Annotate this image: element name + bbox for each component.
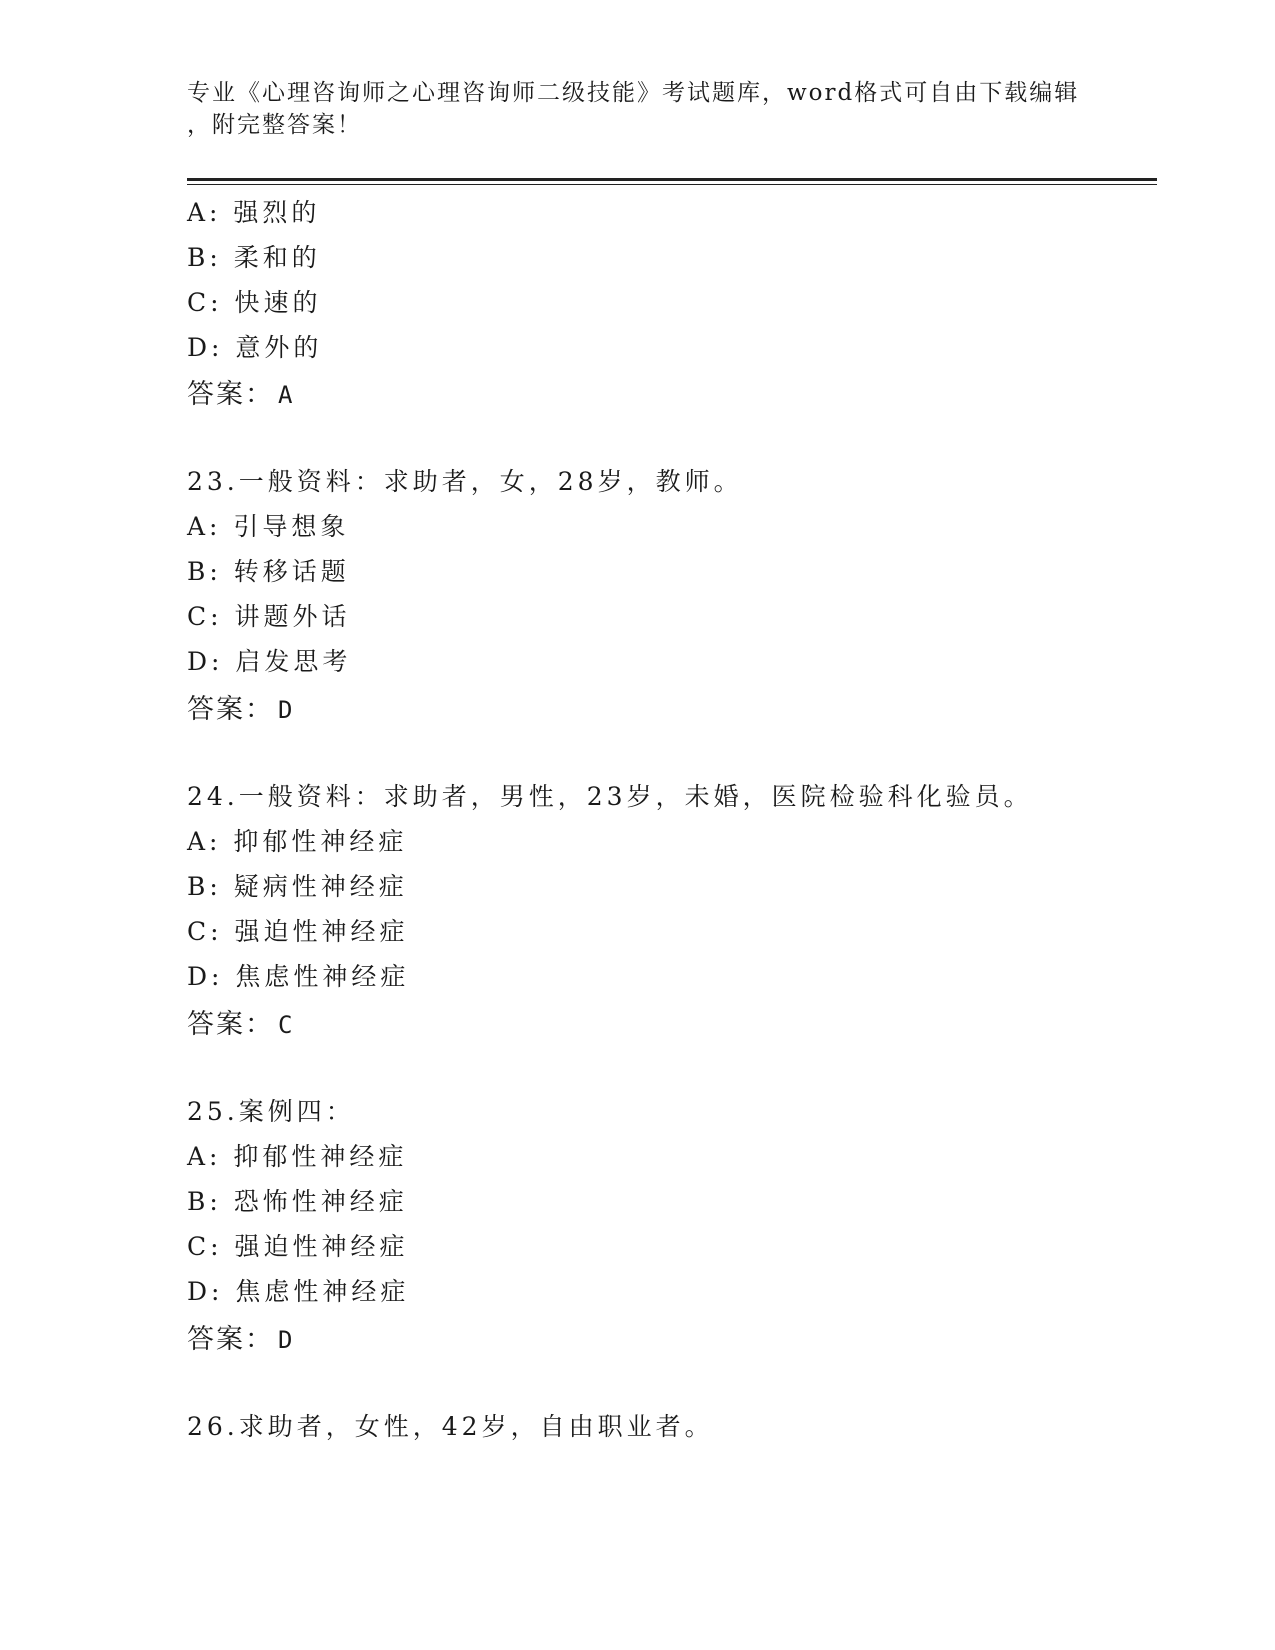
question-text: 25.案例四： (187, 1097, 355, 1126)
answer-label: 答案： (187, 1009, 274, 1040)
question-text: 23.一般资料：求助者，女，28岁，教师。 (187, 467, 743, 496)
option-c: C: 强迫性神经症 (187, 917, 409, 946)
option-a: A: 强烈的 (187, 198, 321, 227)
question-text: 24.一般资料：求助者，男性，23岁，未婚，医院检验科化验员。 (187, 782, 1033, 811)
answer-line (187, 1317, 294, 1356)
answer-value: D (278, 1326, 295, 1354)
header-title-line-2: ，附完整答案！ (187, 112, 362, 138)
question-text: 26.求助者，女性，42岁，自由职业者。 (187, 1412, 714, 1441)
answer-value: D (278, 696, 295, 724)
answer-value: C (278, 1011, 295, 1039)
answer-label: 答案： (187, 694, 274, 725)
answer-line (187, 687, 294, 726)
option-b: B: 柔和的 (187, 243, 321, 272)
option-b: B: 转移话题 (187, 557, 350, 586)
header-divider-thick (187, 178, 1157, 181)
option-c: C: 讲题外话 (187, 602, 351, 631)
option-b: B: 疑病性神经症 (187, 872, 408, 901)
answer-value: A (278, 381, 295, 409)
answer-line (187, 1002, 294, 1041)
option-c: C: 强迫性神经症 (187, 1232, 409, 1261)
option-c: C: 快速的 (187, 288, 322, 317)
option-d: D: 焦虑性神经症 (187, 1277, 410, 1306)
option-a: A: 引导想象 (187, 512, 350, 541)
header-title-line-1: 专业《心理咨询师之心理咨询师二级技能》考试题库，word格式可自由下载编辑 (187, 80, 1080, 106)
option-d: D: 启发思考 (187, 647, 352, 676)
option-d: D: 焦虑性神经症 (187, 962, 410, 991)
option-b: B: 恐怖性神经症 (187, 1187, 408, 1216)
answer-label: 答案： (187, 1324, 274, 1355)
option-a: A: 抑郁性神经症 (187, 827, 408, 856)
answer-line (187, 372, 294, 411)
answer-label: 答案： (187, 379, 274, 410)
option-d: D: 意外的 (187, 333, 323, 362)
option-a: A: 抑郁性神经症 (187, 1142, 408, 1171)
header-divider-thin (187, 184, 1157, 185)
